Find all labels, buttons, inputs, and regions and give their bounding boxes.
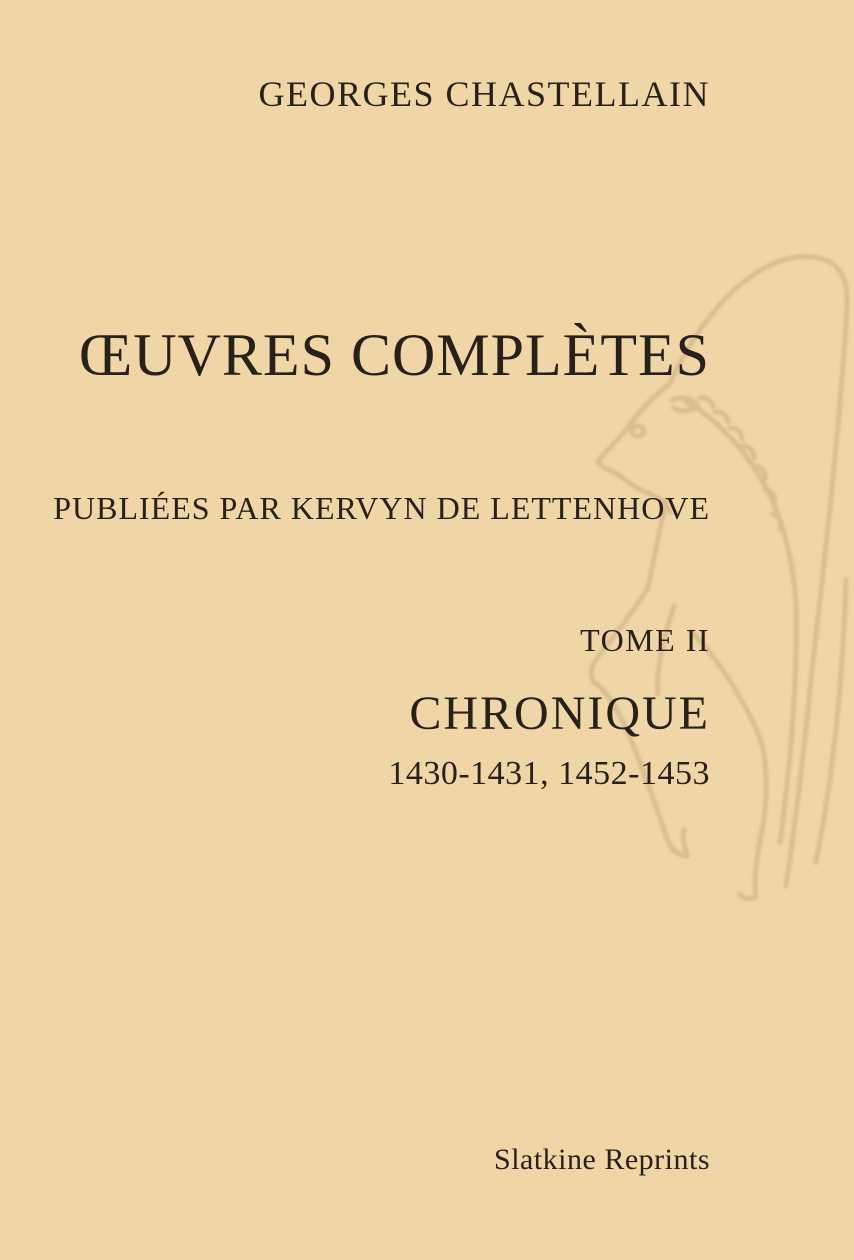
volume-subtitle: CHRONIQUE — [409, 687, 710, 740]
volume-number: TOME II — [580, 622, 710, 658]
author-name: GEORGES CHASTELLAIN — [258, 74, 710, 114]
book-title: ŒUVRES COMPLÈTES — [78, 322, 710, 388]
editor-line: PUBLIÉES PAR KERVYN DE LETTENHOVE — [53, 490, 710, 526]
publisher-imprint: Slatkine Reprints — [494, 1143, 710, 1176]
date-range: 1430-1431, 1452-1453 — [388, 755, 710, 792]
